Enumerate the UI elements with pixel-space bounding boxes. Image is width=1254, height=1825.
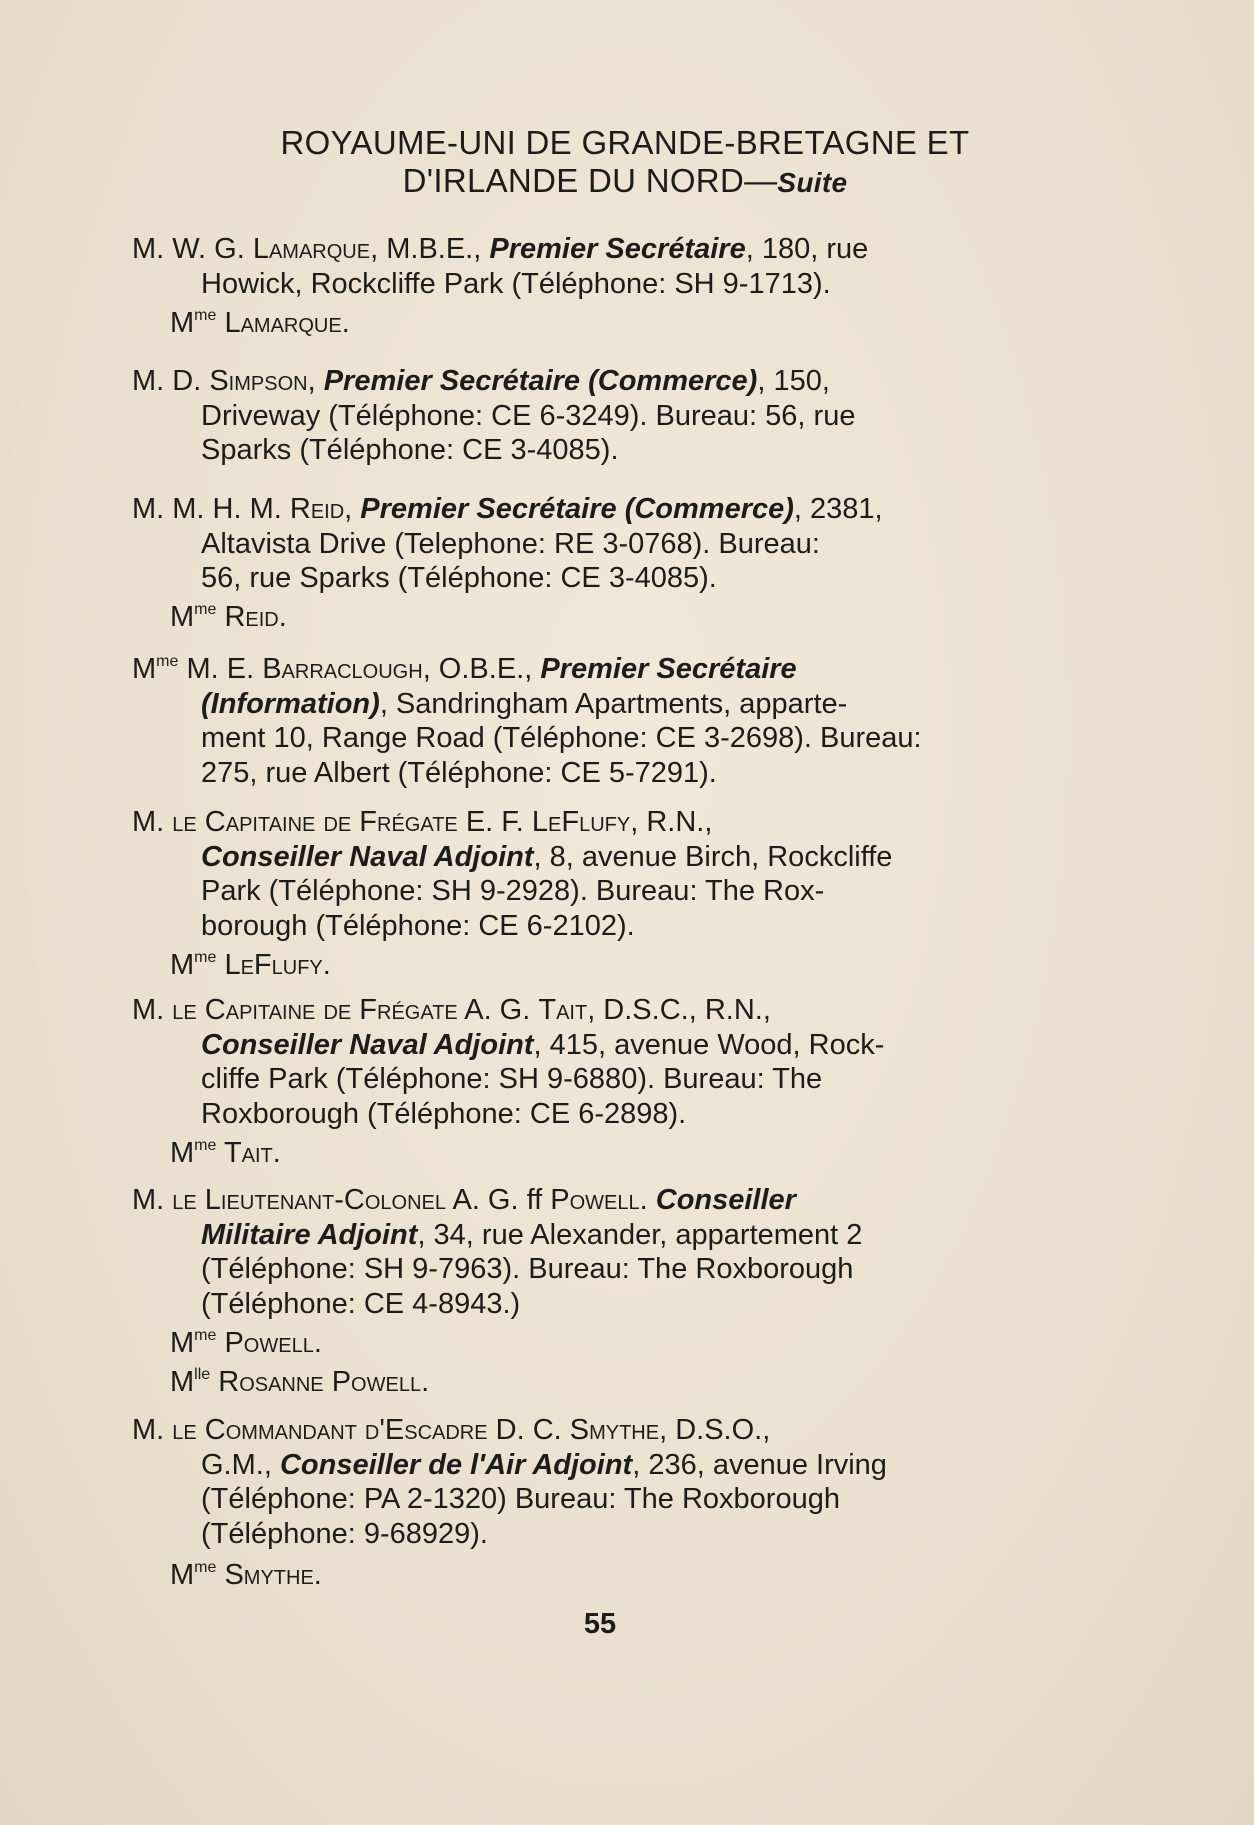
- spouse-tait: $M^{me}$ Tait.: [170, 1137, 281, 1169]
- person-name: le Lieutenant-Colonel: [172, 1184, 447, 1216]
- entry-simpson: M. D. Simpson, Premier Secrétaire (Commerce), 150, Driveway (Téléphone: CE 6-3249). Bureau: 56, rue Sparks (Téléphone: CE 3-4085).: [132, 365, 856, 466]
- heading-line-1: ROYAUME-UNI DE GRANDE-BRETAGNE ET: [280, 124, 970, 161]
- spouse-smythe: $M^{me}$ Smythe.: [170, 1559, 322, 1591]
- entry-reid: M. M. H. M. Reid, Premier Secrétaire (Commerce), 2381, Altavista Drive (Telephone: RE 3-0768). Bureau: 56, rue Sparks (Téléphone: CE 3-4085).: [132, 493, 883, 594]
- page-heading: [120, 124, 1130, 202]
- position-title: Conseiller de l'Air Adjoint: [279, 1448, 633, 1481]
- person-name: le Commandant d'Escadre: [172, 1414, 488, 1446]
- spouse-reid: $M^{me}$ Reid.: [170, 601, 287, 633]
- entry-leflufy: M. le Capitaine de Frégate E. F. LeFlufy, R.N., Conseiller Naval Adjoint, 8, avenue Birch, Rockcliffe Park (Téléphone: SH 9-2928). Bureau: The Rox- borough (Téléphone: CE 6-2102).: [132, 806, 893, 942]
- position-title: Militaire Adjoint: [201, 1218, 418, 1251]
- page-number: 55: [583, 1608, 617, 1640]
- position-title: Premier Secrétaire (Commerce): [323, 365, 758, 397]
- person-name: Barraclough: [262, 653, 423, 685]
- person-name: le Capitaine de Frégate: [172, 806, 458, 838]
- entry-barraclough: $M^{me}$ M. E. Barraclough, O.B.E., Premier Secrétaire (Information), Sandringham Apartments, apparte- ment 10, Range Road (Téléphone: CE 3-2698). Bureau: 275, rue Albert (Téléphone: CE 5-7291).: [132, 653, 922, 789]
- person-name: le Capitaine de Frégate: [172, 994, 458, 1026]
- position-title: Conseiller Naval Adjoint: [201, 1028, 534, 1061]
- position-title: Premier Secrétaire: [540, 653, 797, 685]
- position-title: Premier Secrétaire (Commerce): [360, 493, 794, 525]
- entry-powell: M. le Lieutenant-Colonel A. G. ff Powell. Conseiller Militaire Adjoint, 34, rue Alexander, appartement 2 (Téléphone: SH 9-7963). Bureau: The Roxborough (Téléphone: CE 4-8943.): [132, 1184, 863, 1320]
- person-name: Lamarque: [252, 233, 371, 265]
- spouse-powell: $M^{me}$ Powell.: [170, 1327, 322, 1359]
- person-name: Reid: [289, 493, 345, 525]
- person-name: Simpson: [209, 365, 308, 397]
- entry-lamarque: M. W. G. Lamarque, M.B.E., Premier Secrétaire, 180, rue Howick, Rockcliffe Park (Téléphone: SH 9-1713).: [132, 233, 869, 300]
- spouse-lamarque: $M^{me}$ Lamarque.: [170, 307, 350, 339]
- entry-smythe: M. le Commandant d'Escadre D. C. Smythe, D.S.O., G.M., Conseiller de l'Air Adjoint, 236, avenue Irving (Téléphone: PA 2-1320) Bureau: The Roxborough (Téléphone: 9-68929).: [132, 1414, 887, 1550]
- position-title: Premier Secrétaire: [489, 233, 746, 265]
- entry-tait: M. le Capitaine de Frégate A. G. Tait, D.S.C., R.N., Conseiller Naval Adjoint, 415, avenue Wood, Rock- cliffe Park (Téléphone: SH 9-6880). Bureau: The Roxborough (Téléphone: CE 6-2898).: [132, 994, 885, 1130]
- heading-suite: Suite: [777, 167, 848, 198]
- daughter-powell: $M^{lle}$ Rosanne Powell.: [170, 1366, 430, 1398]
- position-title: Conseiller Naval Adjoint: [201, 840, 534, 873]
- spouse-leflufy: $M^{me}$ LeFlufy.: [170, 949, 331, 981]
- heading-line-2: D'IRLANDE DU NORD—Suite: [402, 162, 848, 199]
